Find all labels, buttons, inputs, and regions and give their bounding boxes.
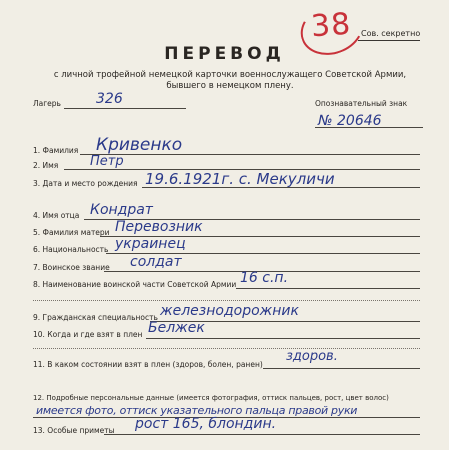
field-surname-label: 1. Фамилия [33, 146, 79, 155]
document-title: ПЕРЕВОД [164, 44, 285, 64]
field-profession-value: железнодорожник [160, 303, 299, 319]
field-features-line [104, 434, 420, 435]
field-rank-value: солдат [130, 254, 182, 270]
field-birth-value: 19.6.1921г. с. Мекуличи [145, 170, 335, 188]
field-unit-value: 16 с.п. [240, 270, 289, 286]
archive-number: 38 [309, 6, 353, 45]
field-features-value: рост 165, блондин. [135, 416, 277, 432]
field-father-value: Кондрат [90, 202, 153, 218]
camp-label: Лагерь [33, 99, 61, 108]
field-unit-extra-line [33, 300, 420, 301]
field-name-value: Петр [90, 154, 124, 169]
secret-label: Сов. секретно [361, 29, 421, 38]
field-mother-value: Перевозник [115, 219, 203, 235]
id-tag-value: № 20646 [318, 113, 382, 129]
field-captured-extra-line [33, 348, 420, 349]
field-rank-label: 7. Воинское звание [33, 263, 110, 272]
field-captured-value: Белжек [148, 320, 205, 336]
field-profession-label: 9. Гражданская специальность [33, 313, 158, 322]
field-unit-line [236, 288, 420, 289]
field-surname-value: Кривенко [96, 135, 183, 155]
field-mother-label: 5. Фамилия матери [33, 228, 110, 237]
camp-underline [64, 108, 186, 109]
field-unit-label: 8. Наименование воинской части Советской Армии [33, 280, 237, 289]
field-condition-label: 11. В каком состоянии взят в плен (здоров, болен, ранен) [33, 360, 263, 369]
field-condition-line [263, 368, 420, 369]
camp-value: 326 [96, 91, 123, 107]
secret-underline [358, 40, 420, 41]
field-nationality-value: украинец [115, 236, 186, 252]
field-birth-label: 3. Дата и место рождения [33, 179, 138, 188]
subtitle-line-2: бывшего в немецком плену. [166, 81, 294, 91]
subtitle-line-1: с личной трофейной немецкой карточки военнослужащего Советской Армии, [53, 70, 407, 80]
field-captured-label: 10. Когда и где взят в плен [33, 330, 143, 339]
field-nationality-label: 6. Национальность [33, 245, 109, 254]
field-details-value: имеется фото, оттиск указательного пальца правой руки [36, 404, 358, 417]
field-details-label: 12. Подробные персональные данные (имеется фотография, оттиск пальцев, рост, цвет волос) [33, 394, 389, 402]
document-subtitle [40, 70, 420, 92]
id-tag-label: Опознавательный знак [315, 99, 408, 108]
field-father-label: 4. Имя отца [33, 211, 80, 220]
field-features-label: 13. Особые приметы [33, 426, 115, 435]
field-captured-line [146, 338, 420, 339]
field-name-label: 2. Имя [33, 161, 59, 170]
field-condition-value: здоров. [286, 349, 338, 364]
